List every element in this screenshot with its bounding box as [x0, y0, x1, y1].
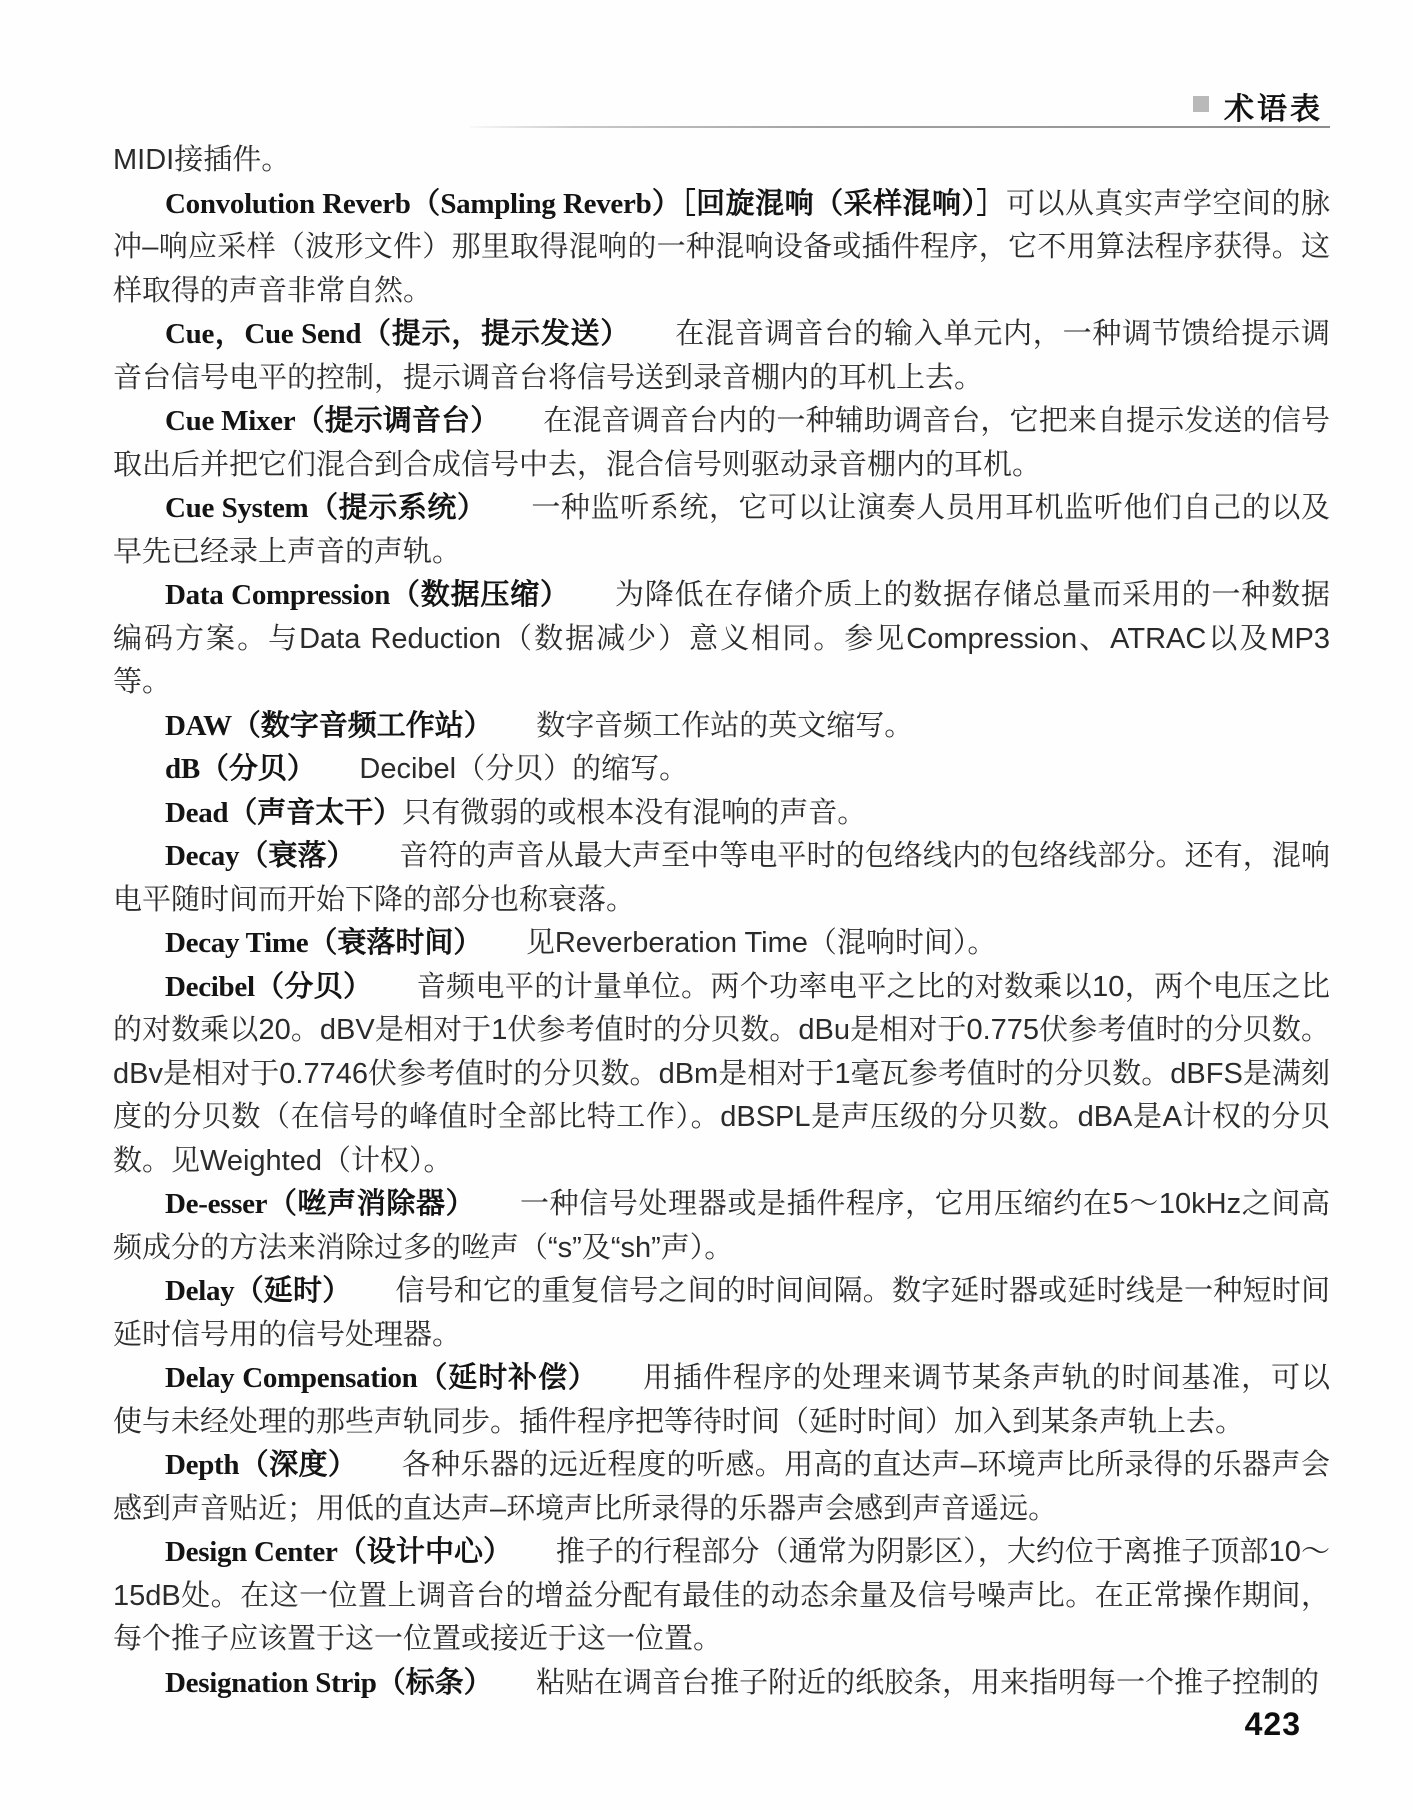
term-definition: 音频电平的计量单位。两个功率电平之比的对数乘以10，两个电压之比的对数乘以20。dBV是相对于1伏参考值时的分贝数。dBu是相对于0.775伏参考值时的分贝数。dBv是相对于0.7746伏参考值时的分贝数。dBm是相对于1毫瓦参考值时的分贝数。dBFS是满刻度的分贝数（在信号的峰值时全部比特工作）。dBSPL是声压级的分贝数。dBA是A计权的分贝数。见Weighted（计权）。 — [113, 970, 1330, 1177]
glossary-entry — [113, 792, 1330, 836]
glossary-entry — [113, 574, 1330, 705]
term-definition: 音符的声音从最大声至中等电平时的包络线内的包络线部分。还有，混响电平随时间而开始下降的部分也称衰落。 — [113, 840, 1330, 916]
term-chinese: （延时补偿） — [417, 1362, 584, 1394]
glossary-entry — [113, 1183, 1330, 1270]
term-definition: 一种监听系统，它可以让演奏人员用耳机监听他们自己的以及早先已经录上声音的声轨。 — [113, 492, 1330, 568]
term-definition: 只有微弱的或根本没有混响的声音。 — [402, 796, 867, 829]
glossary-entries — [113, 183, 1330, 1706]
glossary-content — [113, 139, 1330, 1705]
glossary-entry — [113, 1270, 1330, 1357]
term-chinese: （衰落） — [239, 840, 342, 872]
term-english: Cue System — [165, 492, 309, 524]
term-chinese: （提示，提示发送） — [361, 318, 616, 350]
term-english: DAW — [165, 709, 232, 742]
term-english: Delay Compensation — [165, 1362, 418, 1394]
term-english: Cue Mixer — [165, 405, 296, 437]
term-chinese: （数据压缩） — [390, 579, 556, 611]
term-english: Designation Strip — [165, 1666, 377, 1699]
glossary-entry — [113, 1662, 1330, 1706]
term-definition: 一种信号处理器或是插件程序，它用压缩约在5～10kHz之间高频成分的方法来消除过多的咝声（“s”及“sh”声）。 — [113, 1188, 1330, 1264]
term-english: Decibel — [165, 970, 255, 1003]
term-english: De-esser — [165, 1188, 268, 1220]
term-chinese: （标条） — [376, 1666, 479, 1699]
term-chinese: （咝声消除器） — [267, 1188, 461, 1220]
term-english: dB — [165, 753, 200, 785]
glossary-entry — [113, 835, 1330, 922]
glossary-entry — [113, 487, 1330, 574]
term-english: Data Compression — [165, 579, 391, 611]
term-definition: 可以从真实声学空间的脉冲–响应采样（波形文件）那里取得混响的一种混响设备或插件程序，它不用算法程序获得。这样取得的声音非常自然。 — [113, 187, 1330, 307]
term-chinese: （数字音频工作站） — [231, 709, 479, 742]
term-definition: 各种乐器的远近程度的听感。用高的直达声–环境声比所录得的乐器声会感到声音贴近；用低的直达声–环境声比所录得的乐器声会感到声音遥远。 — [113, 1449, 1330, 1525]
term-definition: 数字音频工作站的英文缩写。 — [478, 709, 914, 742]
term-definition: 粘贴在调音台推子附近的纸胶条，用来指明每一个推子控制的 — [478, 1666, 1320, 1699]
glossary-entry — [113, 1444, 1330, 1531]
term-chinese: （衰落时间） — [308, 927, 468, 959]
glossary-entry — [113, 313, 1330, 400]
section-marker-icon — [1193, 96, 1209, 112]
term-english: Depth — [165, 1449, 240, 1481]
term-definition: 信号和它的重复信号之间的时间间隔。数字延时器或延时线是一种短时间延时信号用的信号处理器。 — [113, 1275, 1330, 1351]
term-definition: 见Reverberation Time（混响时间）。 — [467, 927, 997, 959]
term-chinese: （设计中心） — [337, 1536, 498, 1568]
term-english: Convolution Reverb（Sampling Reverb） — [165, 187, 682, 220]
glossary-entry — [113, 183, 1330, 314]
term-definition: Decibel（分贝）的缩写。 — [301, 753, 689, 785]
term-chinese: ［回旋混响（采样混响）］ — [681, 187, 1007, 220]
glossary-entry — [113, 922, 1330, 966]
page-number: 423 — [1244, 1706, 1301, 1742]
term-english: Design Center — [165, 1536, 338, 1568]
term-english: Decay — [165, 840, 240, 872]
header-rule — [470, 126, 1330, 128]
term-chinese: （声音太干） — [228, 796, 403, 829]
term-chinese: （深度） — [239, 1449, 343, 1481]
glossary-entry — [113, 705, 1330, 749]
glossary-entry — [113, 1357, 1330, 1444]
term-chinese: （分贝） — [199, 753, 302, 785]
continuation-text: MIDI接插件。 — [113, 144, 291, 176]
term-definition: 推子的行程部分（通常为阴影区），大约位于离推子顶部10～15dB处。在这一位置上调音台的增益分配有最佳的动态余量及信号噪声比。在正常操作期间，每个推子应该置于这一位置或接近于这一位置。 — [113, 1536, 1330, 1655]
term-chinese: （分贝） — [254, 970, 359, 1003]
term-chinese: （提示调音台） — [295, 405, 485, 437]
term-english: Dead — [165, 796, 229, 829]
glossary-entry — [113, 400, 1330, 487]
term-definition: 在混音调音台内的一种辅助调音台，它把来自提示发送的信号取出后并把它们混合到合成信号中去，混合信号则驱动录音棚内的耳机。 — [113, 405, 1330, 481]
glossary-entry — [113, 748, 1330, 792]
term-definition: 用插件程序的处理来调节某条声轨的时间基准，可以使与未经处理的那些声轨同步。插件程序把等待时间（延时时间）加入到某条声轨上去。 — [113, 1362, 1330, 1438]
glossary-entry — [113, 966, 1330, 1184]
term-definition: 在混音调音台的输入单元内，一种调节馈给提示调音台信号电平的控制，提示调音台将信号送到录音棚内的耳机上去。 — [113, 318, 1330, 394]
term-chinese: （延时） — [234, 1275, 337, 1307]
term-english: Cue，Cue Send — [165, 318, 362, 350]
term-english: Decay Time — [165, 927, 309, 959]
term-chinese: （提示系统） — [308, 492, 473, 524]
running-header — [1193, 84, 1323, 128]
running-header-title: 术语表 — [1224, 93, 1323, 126]
term-english: Delay — [165, 1275, 235, 1307]
glossary-entry — [113, 1531, 1330, 1662]
term-definition: 为降低在存储介质上的数据存储总量而采用的一种数据编码方案。与Data Reduction（数据减少）意义相同。参见Compression、ATRAC以及MP3等。 — [113, 579, 1330, 698]
